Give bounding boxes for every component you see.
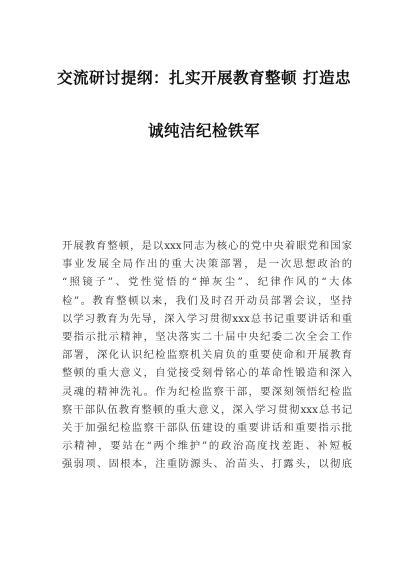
body-line: 开展教育整顿，是以xxx同志为核心的党中央着眼党和国家 (62, 240, 352, 252)
body-line: 察干部队伍教育整顿的重大意义，深入学习贯彻xxx总书记 (62, 403, 352, 416)
document-title-line-2: 诚纯洁纪检铁军 (147, 121, 260, 140)
body-line: “照镜子”、党性觉悟的“掸灰尘”、纪律作风的“大体 (62, 276, 352, 289)
body-line: 事业发展全局作出的重大决策部署，是一次思想政治的 (62, 258, 352, 271)
document-title-line-1: 交流研讨提纲：扎实开展教育整顿 打造忠 (57, 68, 351, 87)
body-line: 整顿的重大意义，自觉接受刻骨铭心的革命性锻造和深入 (62, 367, 352, 380)
body-line: 强弱项、固根本，注重防源头、治苗头、打露头，以彻底 (62, 458, 352, 471)
body-line: 以学习教育为先导，深入学习贯彻xxx总书记重要讲话和重 (62, 312, 352, 325)
body-line: 检”。教育整顿以来，我们及时召开动员部署会议，坚持 (62, 294, 352, 307)
body-line: 部署，深化认识纪检监察机关肩负的重要使命和开展教育 (62, 349, 352, 362)
body-line: 灵魂的精神洗礼。作为纪检监察干部，要深刻领悟纪检监 (62, 385, 352, 398)
body-line: 关于加强纪检监察干部队伍建设的重要讲话和重要指示批 (62, 421, 352, 434)
body-line: 示精神，要站在“两个维护”的政治高度找差距、补短板 (62, 440, 352, 453)
document-body (62, 237, 352, 473)
body-line: 要指示批示精神，坚决落实二十届中央纪委二次全会工作 (62, 330, 352, 343)
